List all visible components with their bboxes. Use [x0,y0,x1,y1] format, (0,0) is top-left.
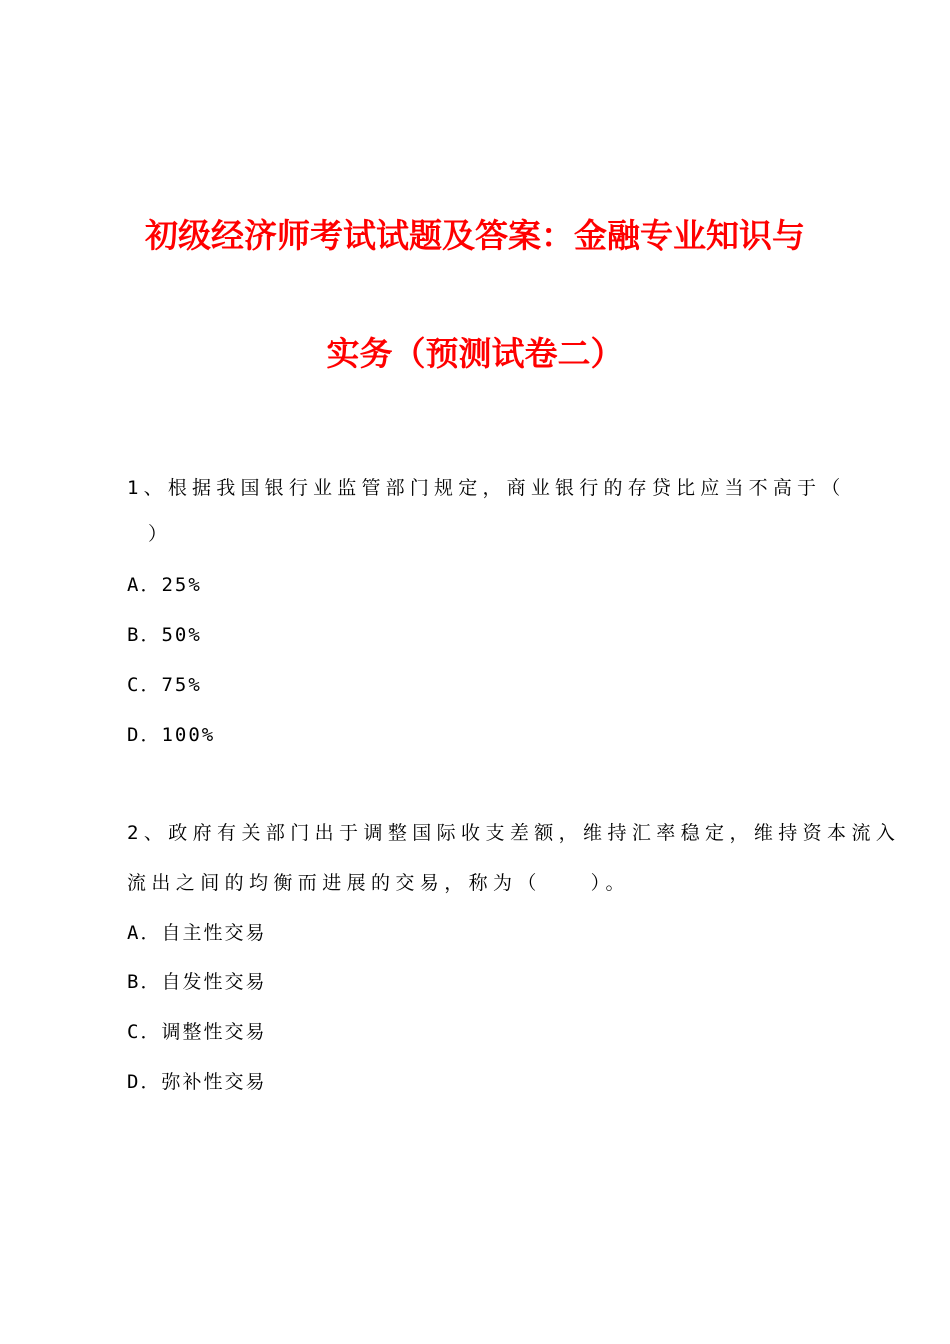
question-2-stem-line-2: 流出之间的均衡而进展的交易，称为（ ）。 [127,872,630,894]
question-1-option-d: D．100% [127,724,216,746]
question-2-option-a: A．自主性交易 [127,922,267,944]
question-1-option-b: B．50% [127,624,202,646]
document-title-line-1: 初级经济师考试试题及答案：金融专业知识与 [145,216,805,255]
question-2-option-d: D．弥补性交易 [127,1071,267,1093]
document-title-line-2: 实务（预测试卷二） [326,334,624,373]
question-1-stem-line-1: 1、根据我国银行业监管部门规定，商业银行的存贷比应当不高于（ [127,477,846,499]
question-1-option-c: C．75% [127,674,202,696]
question-2-option-b: B．自发性交易 [127,971,267,993]
question-2-option-c: C．调整性交易 [127,1021,267,1043]
question-2-stem-line-1: 2、政府有关部门出于调整国际收支差额，维持汇率稳定，维持资本流入 [127,822,901,844]
question-1-option-a: A．25% [127,574,202,596]
question-1-stem-line-2: ） [148,523,168,545]
